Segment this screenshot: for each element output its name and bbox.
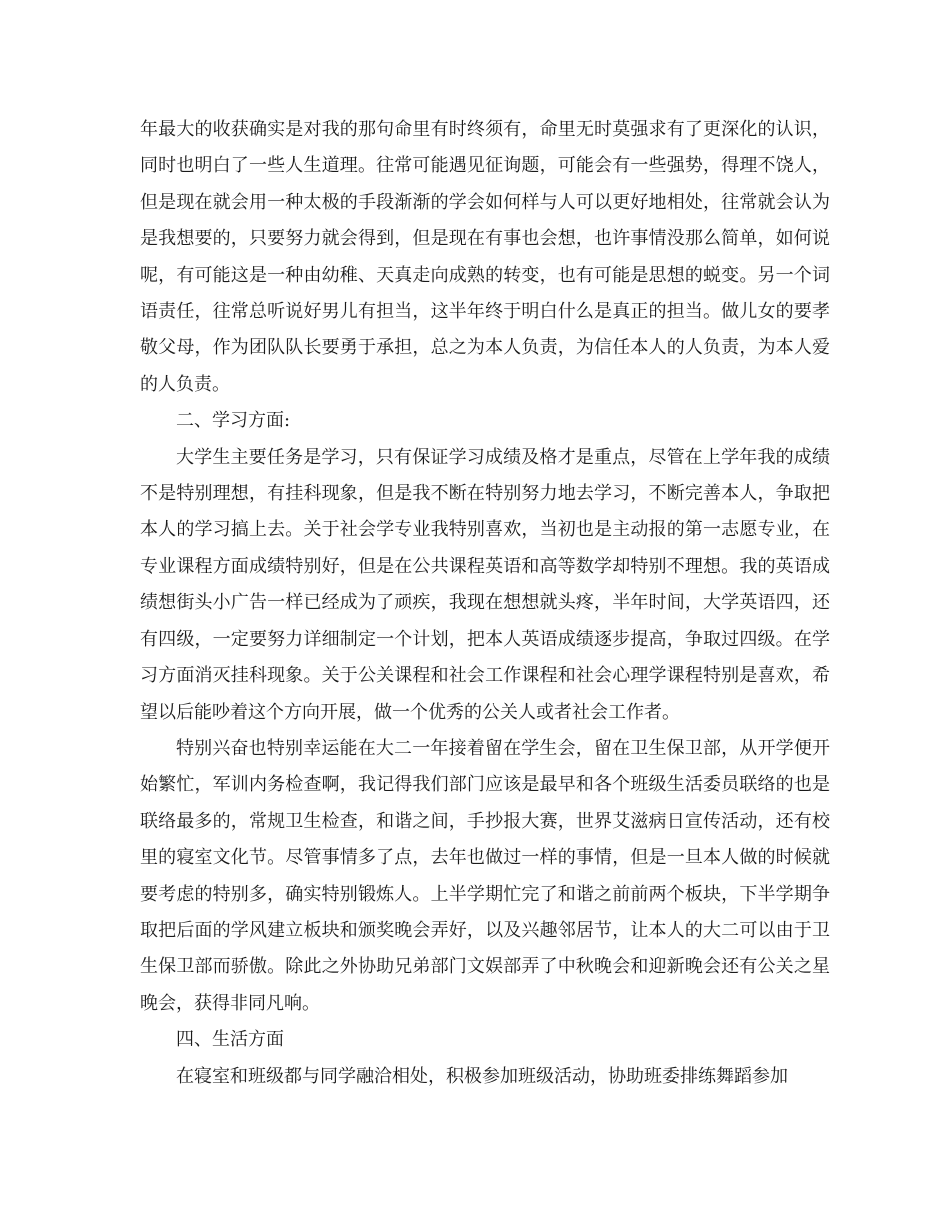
section-heading-study: 二、学习方面:	[176, 410, 291, 432]
paragraph-life: 在寝室和班级都与同学融洽相处，积极参加班级活动，协助班委排练舞蹈参加	[176, 1065, 788, 1087]
paragraph-study: 大学生主要任务是学习，只有保证学习成绩及格才是重点，尽管在上学年我的成绩不是特别理想，有挂科现象，但是我不断在特别努力地去学习，不断完善本人，争取把本人的学习搞上去。关于社会学专业我特别喜欢，当初也是主动报的第一志愿专业，在专业课程方面成绩特别好，但是在公共课程英语和高等数学却特别不理想。我的英语成绩想街头小广告一样已经成为了顽疾，我现在想想就头疼，半年时间，大学英语四，还有四级，一定要努力详细制定一个计划，把本人英语成绩逐步提高，争取过四级。在学习方面消灭挂科现象。关于公关课程和社会工作课程和社会心理学课程特别是喜欢，希望以后能吵着这个方向开展，做一个优秀的公关人或者社会工作者。	[140, 446, 830, 723]
paragraph-reflection: 年最大的收获确实是对我的那句命里有时终须有，命里无时莫强求有了更深化的认识，同时也明白了一些人生道理。往常可能遇见征询题，可能会有一些强势，得理不饶人，但是现在就会用一种太极的手段渐渐的学会如何样与人可以更好地相处，往常就会认为是我想要的，只要努力就会得到，但是现在有事也会想，也许事情没那么简单，如何说呢，有可能这是一种由幼稚、天真走向成熟的转变，也有可能是思想的蜕变。另一个词语责任，往常总听说好男儿有担当，这半年终于明白什么是真正的担当。做儿女的要孝敬父母，作为团队队长要勇于承担，总之为本人负责，为信任本人的人负责，为本人爱的人负责。	[140, 119, 830, 395]
paragraph-student-union: 特别兴奋也特别幸运能在大二一年接着留在学生会，留在卫生保卫部，从开学便开始繁忙，军训内务检查啊，我记得我们部门应该是最早和各个班级生活委员联络的也是联络最多的，常规卫生检查，和谐之间，手抄报大赛，世界艾滋病日宣传活动，还有校里的寝室文化节。尽管事情多了点，去年也做过一样的事情，但是一旦本人做的时候就要考虑的特别多，确实特别锻炼人。上半学期忙完了和谐之前前两个板块，下半学期争取把后面的学风建立板块和颁奖晚会弄好，以及兴趣邻居节，让本人的大二可以由于卫生保卫部而骄傲。除此之外协助兄弟部门文娱部弄了中秋晚会和迎新晚会还有公关之星晚会，获得非同凡响。	[140, 737, 830, 1014]
document-body	[140, 112, 830, 1095]
section-heading-life: 四、生活方面	[176, 1029, 284, 1051]
